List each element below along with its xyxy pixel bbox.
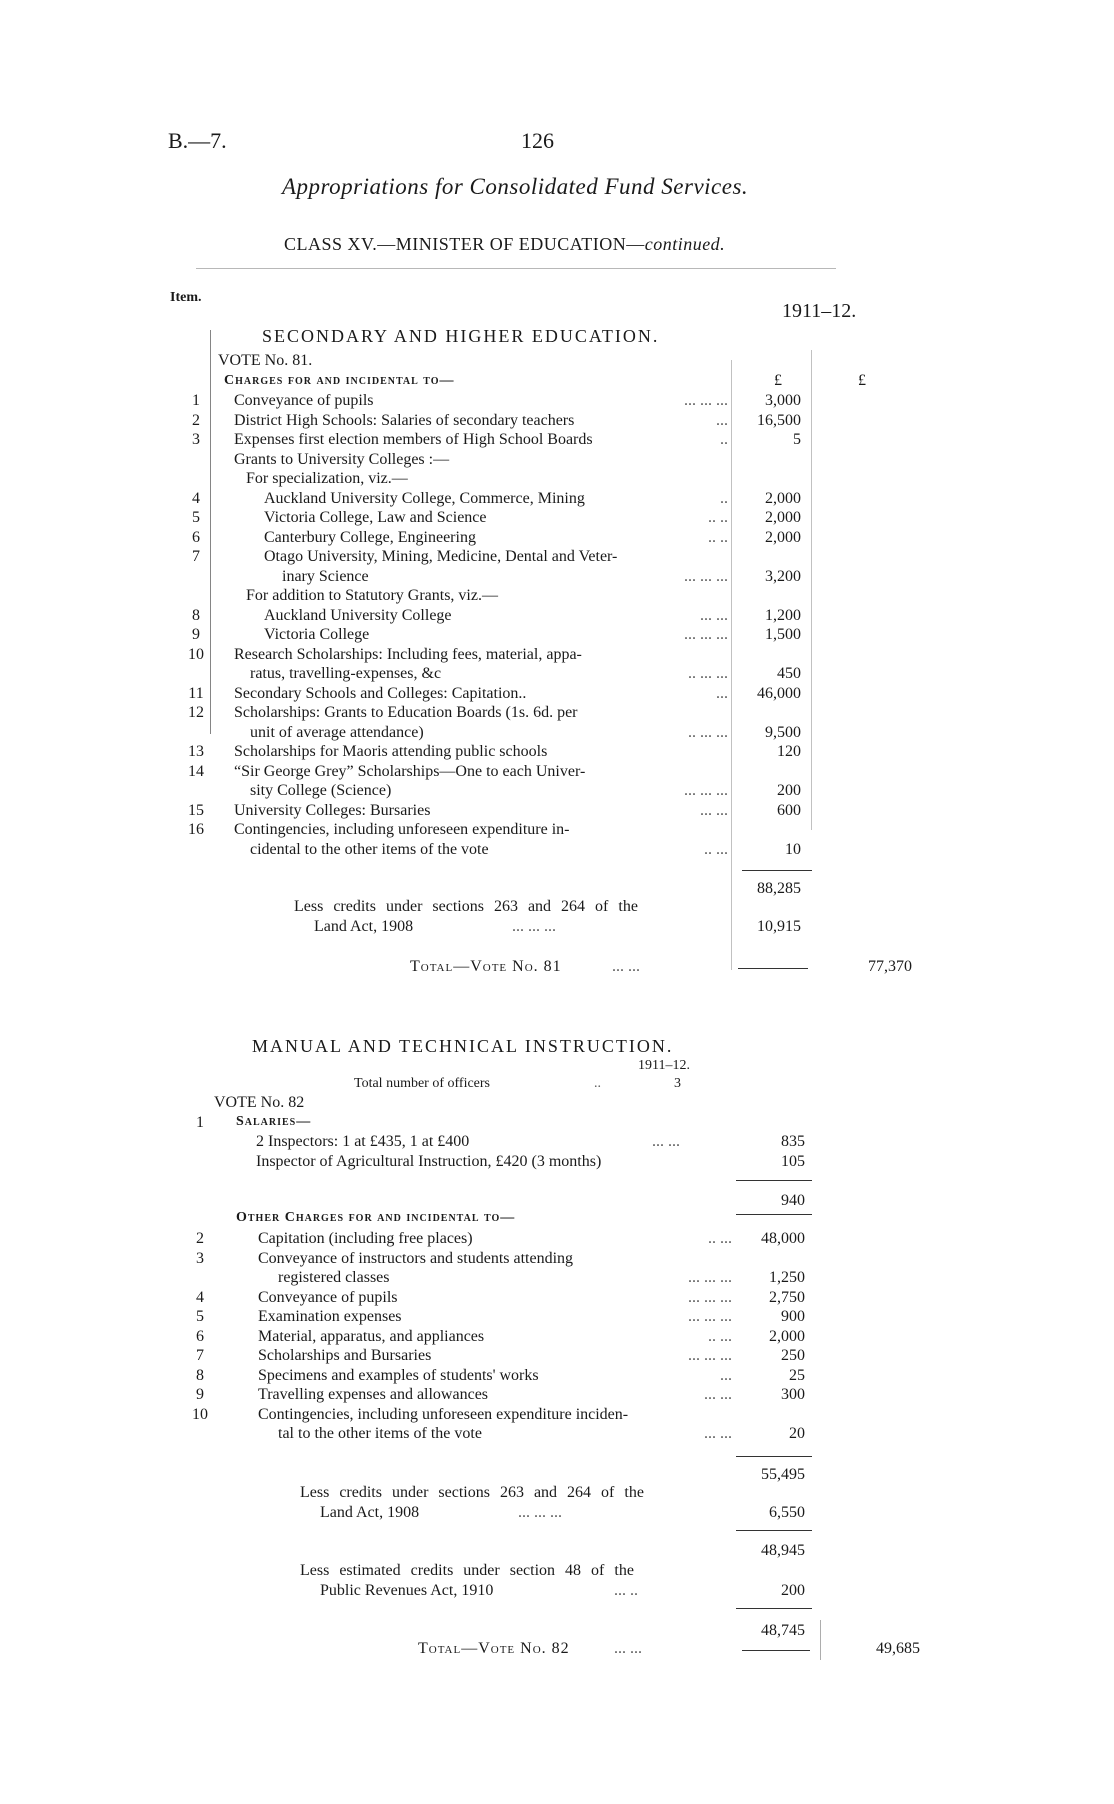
salaries-heading: Salaries— bbox=[236, 1114, 312, 1129]
leader-dots: .. ... bbox=[708, 1230, 732, 1247]
item-description: For addition to Statutory Grants, viz.— bbox=[246, 587, 498, 604]
vote-81-total-dots: ... ... bbox=[612, 958, 640, 975]
item-number: 4 bbox=[196, 1288, 204, 1306]
item-description: Expenses first election members of High School Boards bbox=[234, 431, 593, 448]
item-description: unit of average attendance) bbox=[250, 723, 424, 741]
item-number: 14 bbox=[188, 762, 204, 780]
vote-81-less-credits-line-2: Land Act, 1908 bbox=[314, 918, 414, 935]
item-number: 11 bbox=[188, 684, 204, 702]
item-description: Examination expenses bbox=[258, 1308, 402, 1325]
item-amount: 2,000 bbox=[769, 1327, 805, 1345]
leader-dots: ... ... bbox=[652, 1133, 680, 1150]
item-number: 5 bbox=[192, 509, 200, 526]
item-amount: 200 bbox=[777, 782, 801, 799]
document-reference: B.—7. bbox=[168, 128, 227, 153]
item-description: Scholarships for Maoris attending public schools bbox=[234, 743, 548, 760]
item-number: 16 bbox=[188, 821, 204, 838]
leader-dots: ... ... ... bbox=[684, 782, 728, 799]
leader-dots: ... ... bbox=[700, 801, 728, 819]
item-number: 2 bbox=[192, 411, 200, 429]
item-number: 1 bbox=[192, 392, 200, 409]
page-number: 126 bbox=[521, 128, 554, 153]
vote-82-less-credits-amount: 6,550 bbox=[769, 1504, 805, 1521]
item-column-header: Item. bbox=[170, 290, 202, 305]
leader-dots: .. ... bbox=[704, 840, 728, 858]
item-amount: 46,000 bbox=[757, 684, 801, 702]
officers-year: 1911–12. bbox=[638, 1058, 690, 1073]
item-amount: 300 bbox=[781, 1386, 805, 1403]
leader-dots: ... bbox=[716, 684, 728, 702]
header-divider bbox=[196, 268, 836, 269]
item-description: Canterbury College, Engineering bbox=[264, 528, 476, 546]
vote-81-less-credits-dots: ... ... ... bbox=[512, 918, 556, 935]
item-number: 13 bbox=[188, 743, 204, 760]
item-amount: 105 bbox=[781, 1152, 805, 1170]
subtotal-rule bbox=[742, 870, 812, 871]
item-description: Contingencies, including unforeseen expenditure inciden- bbox=[258, 1405, 629, 1423]
vote-82-subtotal: 55,495 bbox=[761, 1466, 805, 1483]
item-amount: 5 bbox=[793, 431, 801, 448]
vote-82-total-amount: 49,685 bbox=[876, 1640, 920, 1657]
page-title: Appropriations for Consolidated Fund Services. bbox=[282, 174, 749, 199]
item-description: Conveyance of instructors and students attending bbox=[258, 1249, 574, 1267]
item-number: 8 bbox=[196, 1366, 204, 1384]
leader-dots: ... ... ... bbox=[684, 626, 728, 643]
item-amount: 48,000 bbox=[761, 1230, 805, 1247]
vote-81-less-credits-line-1: Less credits under sections 263 and 264 of the bbox=[294, 898, 638, 915]
item-description: Inspector of Agricultural Instruction, £420 (3 months) bbox=[256, 1152, 602, 1170]
item-number: 6 bbox=[192, 528, 200, 546]
item-number: 4 bbox=[192, 489, 200, 507]
item-description: Grants to University Colleges :— bbox=[234, 450, 450, 468]
item-amount: 1,250 bbox=[769, 1269, 805, 1286]
item-amount: 2,000 bbox=[765, 509, 801, 526]
item-description: Victoria College, Law and Science bbox=[264, 509, 487, 526]
item-description: Research Scholarships: Including fees, material, appa- bbox=[234, 645, 582, 663]
vote-81-total-amount: 77,370 bbox=[868, 958, 912, 975]
leader-dots: .. ... bbox=[708, 1327, 732, 1345]
item-number: 2 bbox=[196, 1230, 204, 1247]
vote-82-less-credits-dots: ... ... ... bbox=[518, 1504, 562, 1521]
item-number: 10 bbox=[192, 1405, 208, 1423]
leader-dots: .. ... ... bbox=[688, 665, 728, 682]
item-amount: 900 bbox=[781, 1308, 805, 1325]
item-column-rule bbox=[210, 330, 211, 734]
item-description: sity College (Science) bbox=[250, 782, 392, 799]
leader-dots: ... bbox=[720, 1366, 732, 1384]
vote-82-total-dots: ... ... bbox=[614, 1640, 642, 1657]
total-dash-rule bbox=[738, 968, 808, 969]
item-description: inary Science bbox=[282, 567, 369, 585]
leader-dots: ... ... ... bbox=[684, 567, 728, 585]
vote-81-less-credits-amount: 10,915 bbox=[757, 918, 801, 935]
section-heading-manual: MANUAL AND TECHNICAL INSTRUCTION. bbox=[252, 1036, 674, 1056]
vote-82-side-rule bbox=[820, 1620, 821, 1660]
item-description: Secondary Schools and Colleges: Capitation.. bbox=[234, 684, 527, 702]
item-amount: 25 bbox=[789, 1366, 805, 1384]
officers-dots: .. bbox=[594, 1076, 601, 1091]
officers-count: 3 bbox=[674, 1076, 681, 1091]
vote-82-net: 48,745 bbox=[761, 1622, 805, 1639]
vote-82-label: VOTE No. 82 bbox=[214, 1094, 305, 1111]
item-amount: 2,000 bbox=[765, 489, 801, 507]
vote-82-less-credits-line-1: Less credits under sections 263 and 264 of the bbox=[300, 1484, 644, 1501]
item-description: Victoria College bbox=[264, 626, 370, 643]
item-amount: 2,000 bbox=[765, 528, 801, 546]
item-description: Specimens and examples of students' works bbox=[258, 1366, 539, 1384]
pound-column-2-header: £ bbox=[858, 372, 866, 389]
salary-total: 940 bbox=[781, 1192, 805, 1209]
leader-dots: .. bbox=[720, 489, 728, 507]
amount-column-rule-2 bbox=[811, 350, 812, 830]
item-amount: 120 bbox=[777, 743, 801, 760]
leader-dots: ... ... ... bbox=[688, 1308, 732, 1325]
item-number: 7 bbox=[192, 548, 200, 565]
charges-heading: Charges for and incidental to— bbox=[224, 373, 455, 388]
item-amount: 3,000 bbox=[765, 392, 801, 409]
item-number: 3 bbox=[196, 1249, 204, 1267]
other-charges-heading: Other Charges for and incidental to— bbox=[236, 1210, 516, 1225]
vote-82-second-subtotal: 48,945 bbox=[761, 1542, 805, 1559]
item-number: 5 bbox=[196, 1308, 204, 1325]
vote-81-label: VOTE No. 81. bbox=[218, 352, 313, 369]
item-description: ratus, travelling-expenses, &c bbox=[250, 665, 442, 682]
vote-81-subtotal: 88,285 bbox=[757, 880, 801, 897]
item-number: 7 bbox=[196, 1347, 204, 1364]
year-column-header: 1911–12. bbox=[782, 300, 857, 322]
section-heading-secondary: SECONDARY AND HIGHER EDUCATION. bbox=[262, 326, 660, 346]
item-description: For specialization, viz.— bbox=[246, 470, 408, 487]
class-heading bbox=[284, 234, 725, 255]
item-amount: 20 bbox=[789, 1425, 805, 1442]
item-description: Conveyance of pupils bbox=[234, 392, 374, 409]
leader-dots: .. .. bbox=[708, 509, 728, 526]
item-number: 8 bbox=[192, 606, 200, 624]
vote-82-less-credits-line-2: Land Act, 1908 bbox=[320, 1504, 420, 1521]
item-amount: 9,500 bbox=[765, 723, 801, 741]
item-amount: 835 bbox=[781, 1133, 805, 1150]
item-number: 9 bbox=[196, 1386, 204, 1403]
item-amount: 250 bbox=[781, 1347, 805, 1364]
vote-81-total-label: Total—Vote No. 81 bbox=[410, 958, 562, 975]
leader-dots: ... ... ... bbox=[688, 1269, 732, 1286]
item-description: Auckland University College, Commerce, Mining bbox=[264, 489, 585, 507]
item-description: Scholarships and Bursaries bbox=[258, 1347, 432, 1364]
item-number: 12 bbox=[188, 704, 204, 721]
item-description: Capitation (including free places) bbox=[258, 1230, 473, 1247]
item-number: 6 bbox=[196, 1327, 204, 1345]
class-heading-text: CLASS XV.—MINISTER OF EDUCATION— bbox=[284, 234, 645, 254]
leader-dots: ... ... bbox=[704, 1386, 732, 1403]
item-description: 2 Inspectors: 1 at £435, 1 at £400 bbox=[256, 1133, 470, 1150]
item-description: tal to the other items of the vote bbox=[278, 1425, 482, 1442]
class-heading-continued: continued. bbox=[644, 234, 726, 254]
pound-column-1-header: £ bbox=[774, 372, 782, 389]
item-amount: 450 bbox=[777, 665, 801, 682]
leader-dots: .. .. bbox=[708, 528, 728, 546]
item-description: Otago University, Mining, Medicine, Dental and Veter- bbox=[264, 548, 618, 565]
leader-dots: .. ... ... bbox=[688, 723, 728, 741]
item-description: cidental to the other items of the vote bbox=[250, 840, 489, 858]
item-number: 10 bbox=[188, 645, 204, 663]
item-amount: 16,500 bbox=[757, 411, 801, 429]
item-amount: 2,750 bbox=[769, 1288, 805, 1306]
vote-82-net-rule bbox=[736, 1608, 812, 1609]
vote-82-less-estimated-amount: 200 bbox=[781, 1582, 805, 1599]
item-number: 9 bbox=[192, 626, 200, 643]
item-description: registered classes bbox=[278, 1269, 390, 1286]
item-description: District High Schools: Salaries of secondary teachers bbox=[234, 411, 575, 429]
officers-label: Total number of officers bbox=[354, 1076, 490, 1091]
item-amount: 600 bbox=[777, 801, 801, 819]
item-description: Contingencies, including unforeseen expenditure in- bbox=[234, 821, 570, 838]
vote-82-total-dash bbox=[742, 1650, 810, 1651]
item-number: 15 bbox=[188, 801, 204, 819]
leader-dots: ... ... bbox=[704, 1425, 732, 1442]
salary-total-rule bbox=[736, 1180, 812, 1181]
vote-82-less-estimated-line-1: Less estimated credits under section 48 of the bbox=[300, 1562, 634, 1579]
vote-82-sub2-rule bbox=[736, 1530, 812, 1531]
item-description: Travelling expenses and allowances bbox=[258, 1386, 489, 1403]
salary-total-underline bbox=[736, 1214, 812, 1215]
item-amount: 10 bbox=[785, 840, 801, 858]
item-amount: 1,500 bbox=[765, 626, 801, 643]
leader-dots: ... ... ... bbox=[684, 392, 728, 409]
leader-dots: .. bbox=[720, 431, 728, 448]
item-description: Conveyance of pupils bbox=[258, 1288, 398, 1306]
leader-dots: ... bbox=[716, 411, 728, 429]
item-description: Auckland University College bbox=[264, 606, 452, 624]
item-amount: 1,200 bbox=[765, 606, 801, 624]
leader-dots: ... ... bbox=[700, 606, 728, 624]
vote-82-less-estimated-line-2: Public Revenues Act, 1910 bbox=[320, 1582, 494, 1599]
salaries-item-number: 1 bbox=[196, 1114, 204, 1131]
item-amount: 3,200 bbox=[765, 567, 801, 585]
item-description: University Colleges: Bursaries bbox=[234, 801, 431, 819]
item-description: “Sir George Grey” Scholarships—One to each Univer- bbox=[234, 762, 586, 780]
vote-82-total-label: Total—Vote No. 82 bbox=[418, 1640, 570, 1657]
leader-dots: ... ... ... bbox=[688, 1347, 732, 1364]
vote-82-subtotal-rule bbox=[736, 1456, 812, 1457]
item-description: Scholarships: Grants to Education Boards (1s. 6d. per bbox=[234, 704, 578, 721]
vote-82-less-estimated-dots: ... .. bbox=[614, 1582, 638, 1599]
item-description: Material, apparatus, and appliances bbox=[258, 1327, 485, 1345]
item-number: 3 bbox=[192, 431, 200, 448]
leader-dots: ... ... ... bbox=[688, 1288, 732, 1306]
